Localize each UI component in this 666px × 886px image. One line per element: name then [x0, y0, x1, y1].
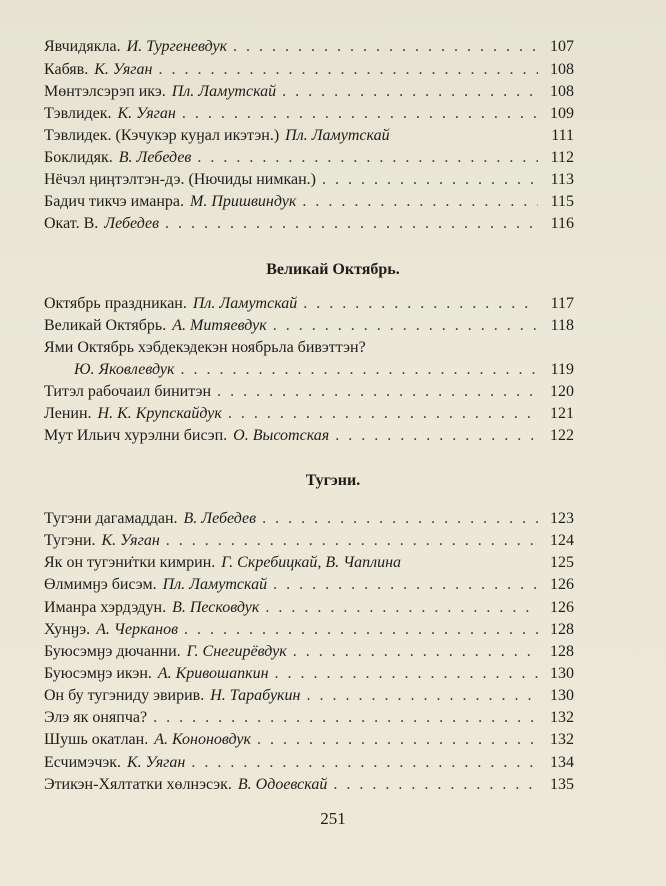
entry-title: Явчидякла. [44, 38, 121, 55]
entry-author: А. Черканов [96, 621, 179, 638]
toc-entry [44, 425, 574, 447]
entry-author: К. Уяган [117, 105, 176, 122]
entry-title: Тэвлидек. (Кэчукэр куӈал икэтэн.) [44, 127, 280, 144]
entry-author: К. Уяган [94, 61, 153, 78]
entry-page-number: 119 [550, 361, 574, 378]
entry-author: Пл. Ламутскай [192, 295, 298, 312]
toc-entry [44, 685, 574, 707]
entry-page-number: 115 [550, 193, 574, 210]
toc-entry [44, 337, 574, 359]
toc-entry [44, 508, 574, 530]
entry-author: К. Уяган [101, 532, 160, 549]
dot-leader [228, 403, 538, 425]
entry-title: Октябрь праздникан. [44, 295, 187, 312]
entry-page-number: 122 [550, 427, 574, 444]
entry-title: Тэвлидек. [44, 105, 112, 122]
entry-title: Есчимэчэк. [44, 754, 122, 771]
entry-page-number: 117 [550, 295, 574, 312]
entry-title: Он бу тугэниду эвирив. [44, 687, 205, 704]
entry-page-number: 109 [550, 105, 574, 122]
toc-entry [44, 403, 574, 425]
toc-entry [44, 597, 574, 619]
dot-leader [322, 169, 538, 191]
entry-page-number: 126 [550, 599, 574, 616]
entry-page-number: 112 [550, 149, 574, 166]
dot-leader [217, 381, 538, 403]
entry-author: В. Лебедев [118, 149, 192, 166]
entry-page-number: 111 [551, 127, 574, 144]
toc-entry [44, 641, 574, 663]
dot-leader [303, 293, 538, 315]
dot-leader [184, 619, 538, 641]
entry-page-number: 116 [550, 215, 574, 232]
entry-title: Кабяв. [44, 61, 89, 78]
dot-leader [335, 425, 538, 447]
toc-entry-continuation [74, 359, 574, 381]
toc-entry [44, 213, 574, 235]
entry-page-number: 128 [550, 621, 574, 638]
dot-leader [262, 508, 538, 530]
toc-entry [44, 552, 574, 574]
entry-author: А. Митяевдук [172, 317, 267, 334]
entry-page-number: 118 [550, 317, 574, 334]
dot-leader [166, 530, 538, 552]
entry-page-number: 121 [550, 405, 574, 422]
dot-leader [233, 36, 538, 58]
dot-leader [265, 597, 538, 619]
entry-page-number: 134 [550, 754, 574, 771]
entry-title: Боклидяк. [44, 149, 113, 166]
entry-title: Тугэни. [44, 532, 96, 549]
dot-leader [180, 359, 538, 381]
entry-title: Мөнтэлсэрэп икэ. [44, 83, 166, 100]
toc-entry [44, 574, 574, 596]
toc-entry [44, 729, 574, 751]
entry-page-number: 107 [550, 38, 574, 55]
entry-title: Як он тугэни̇тки кимрин. [44, 554, 216, 571]
toc-entry [44, 381, 574, 403]
entry-author: Лебедев [104, 215, 160, 232]
entry-author: Г. Снегирёвдук [186, 643, 287, 660]
toc-entry [44, 103, 574, 125]
page-number: 251 [320, 809, 346, 828]
entry-title: Иманра хэрдэдун. [44, 599, 167, 616]
entry-author: Н. К. Крупскайдук [97, 405, 222, 422]
entry-page-number: 132 [550, 709, 574, 726]
entry-author: О. Высотская [233, 427, 330, 444]
entry-author: А. Кривошапкин [157, 665, 269, 682]
toc-entry [44, 191, 574, 213]
entry-page-number: 126 [550, 576, 574, 593]
entry-author: Ю. Яковлевдук [74, 361, 175, 378]
toc-entry [44, 169, 574, 191]
entry-author: В. Песковдук [172, 599, 260, 616]
entry-title: Нёчэл ӊиӊтэлтэн-дэ. (Нючиды нимкан.) [44, 171, 316, 188]
entry-page-number: 124 [550, 532, 574, 549]
entry-title: Мут Ильич хурэлни бисэп. [44, 427, 228, 444]
entry-title: Ями Октябрь хэбдекэдекэн ноябрьла бивэттэн? [44, 339, 366, 356]
entry-page-number: 120 [550, 383, 574, 400]
entry-title: Этикэн-Хялтатки хөлнэсэк. [44, 776, 232, 793]
entry-title: Ленин. [44, 405, 92, 422]
entry-title: Элэ як оняпча? [44, 709, 148, 726]
dot-leader [273, 315, 538, 337]
toc-entry [44, 59, 574, 81]
dot-leader [182, 103, 538, 125]
entry-author: К. Уяган [127, 754, 186, 771]
toc-entry [44, 619, 574, 641]
entry-page-number: 123 [550, 510, 574, 527]
entry-page-number: 130 [550, 687, 574, 704]
dot-leader [333, 774, 538, 796]
section-heading: Тугэни. [305, 472, 361, 489]
entry-title: Окат. В. [44, 215, 99, 232]
dot-leader [165, 213, 538, 235]
entry-page-number: 113 [550, 171, 574, 188]
entry-page-number: 125 [550, 554, 574, 571]
dot-leader [306, 685, 538, 707]
entry-title: Хунӈэ. [44, 621, 91, 638]
entry-page-number: 135 [550, 776, 574, 793]
dot-leader [158, 59, 538, 81]
entry-page-number: 130 [550, 665, 574, 682]
dot-leader [197, 147, 538, 169]
dot-leader [275, 663, 538, 685]
entry-title: Титэл рабочаил бинитэн [44, 383, 212, 400]
toc-entry [44, 315, 574, 337]
entry-author: Г. Скребицкай, В. Чаплина [221, 554, 402, 571]
dot-leader [282, 81, 538, 103]
entry-author: М. Пришвиндук [190, 193, 297, 210]
entry-author: В. Лебедев [183, 510, 257, 527]
dot-leader [153, 707, 538, 729]
entry-page-number: 108 [550, 83, 574, 100]
entry-author: А. Кононовдук [154, 731, 251, 748]
section-heading: Великай Октябрь. [266, 261, 400, 278]
toc-entry [44, 36, 574, 58]
dot-leader [293, 641, 538, 663]
entry-page-number: 128 [550, 643, 574, 660]
entry-author: И. Тургеневдук [126, 38, 228, 55]
entry-title: Бадич тикчэ иманра. [44, 193, 184, 210]
entry-author: Пл. Ламутскай [162, 576, 268, 593]
entry-title: Буюсэмӈэ икэн. [44, 665, 152, 682]
toc-entry [44, 81, 574, 103]
dot-leader [273, 574, 538, 596]
entry-title: Буюсэмӈэ дючанни. [44, 643, 181, 660]
toc-entry [44, 707, 574, 729]
toc-entry [44, 530, 574, 552]
toc-entry [44, 293, 574, 315]
toc-entry [44, 774, 574, 796]
entry-page-number: 108 [550, 61, 574, 78]
entry-author: В. Одоевскай [237, 776, 328, 793]
toc-entry [44, 125, 574, 147]
entry-title: Великай Октябрь. [44, 317, 167, 334]
entry-title: Тугэни дагамаддан. [44, 510, 178, 527]
dot-leader [191, 752, 538, 774]
dot-leader [302, 191, 538, 213]
entry-title: Шушь окатлан. [44, 731, 149, 748]
entry-title: Өлмимӈэ бисэм. [44, 576, 157, 593]
entry-author: Пл. Ламутскай [285, 127, 390, 144]
toc-entry [44, 147, 574, 169]
entry-author: Пл. Ламутскай [171, 83, 277, 100]
toc-entry [44, 663, 574, 685]
entry-author: Н. Тарабукин [210, 687, 301, 704]
dot-leader [257, 729, 538, 751]
entry-page-number: 132 [550, 731, 574, 748]
toc-entry [44, 752, 574, 774]
